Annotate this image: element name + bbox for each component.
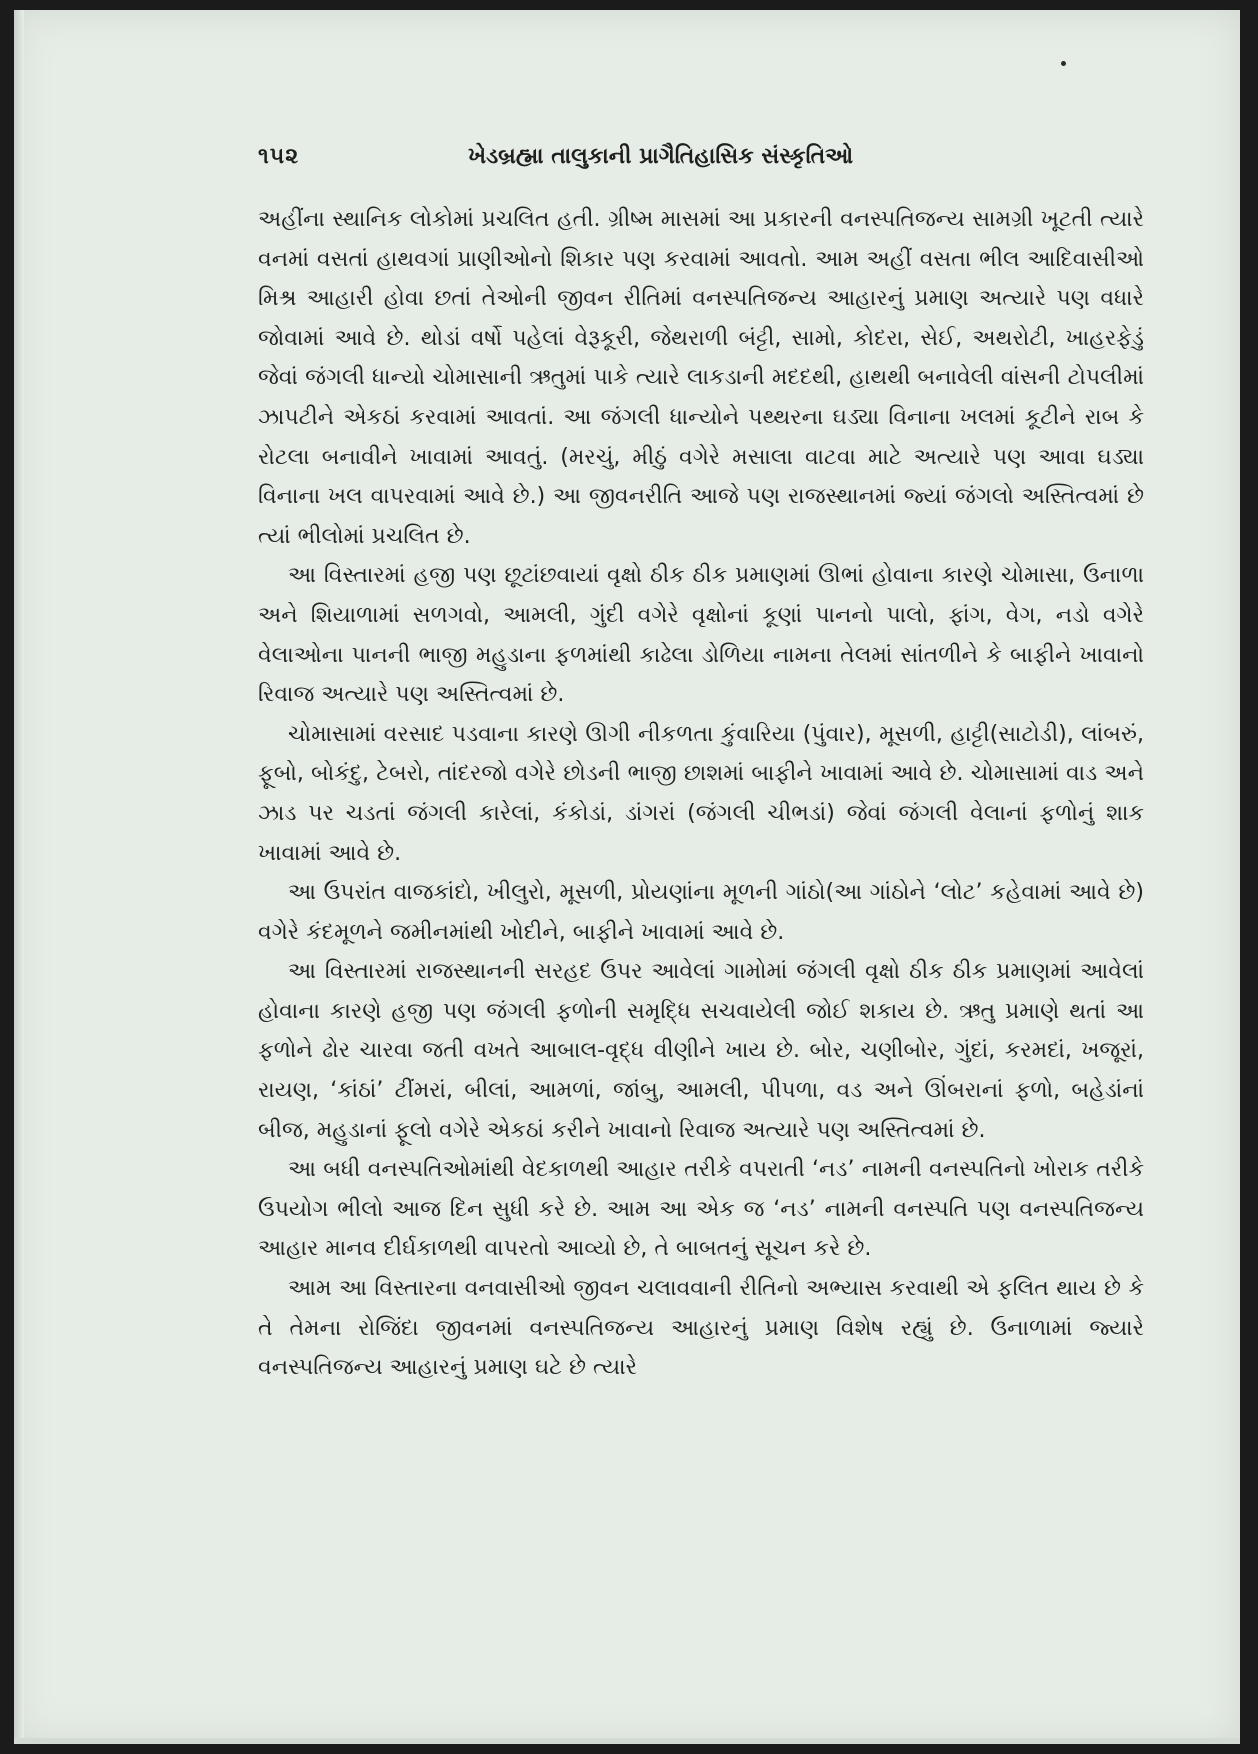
page-bottom-edge: [14, 1738, 1240, 1744]
paragraph-4: આ ઉપરાંત વાજકાંદો, ખીલુરો, મૂસળી, પ્રોયણાંના મૂળની ગાંઠો(આ ગાંઠોને ‘લોટ’ કહેવામાં આવે છે) વગેરે કંદમૂળને જમીનમાંથી ખોદીને, બાફીને ખાવામાં આવે છે.: [258, 880, 1144, 945]
running-title: ખેડબ્રહ્મા તાલુકાની પ્રાગૈતિહાસિક સંસ્કૃતિઓ: [468, 144, 854, 169]
paragraph-7: આમ આ વિસ્તારના વનવાસીઓ જીવન ચલાવવાની રીતિનો અભ્યાસ કરવાથી એ ફલિત થાય છે કે તે તેમના રોજિંદા જીવનમાં વનસ્પતિજન્ય આહારનું પ્રમાણ વિશેષ રહ્યું છે. ઉનાળામાં જ્યારે વનસ્પતિજન્ય આહારનું પ્રમાણ ઘટે છે ત્યારે: [258, 1276, 1144, 1381]
page-number: ૧૫૨: [258, 144, 300, 169]
paragraph-6: આ બધી વનસ્પતિઓમાંથી વેદકાળથી આહાર તરીકે વપરાતી ‘નડ’ નામની વનસ્પતિનો ખોરાક તરીકે ઉપયોગ ભીલો આજ દિન સુધી કરે છે. આમ આ એક જ ‘નડ’ નામની વનસ્પતિ પણ વનસ્પતિજન્ય આહાર માનવ દીર્ઘકાળથી વાપરતો આવ્યો છે, તે બાબતનું સૂચન કરે છે.: [258, 1157, 1144, 1262]
paragraph-3: ચોમાસામાં વરસાદ પડવાના કારણે ઊગી નીકળતા કુંવારિયા (પુંવાર), મૂસળી, હાટ્ટી(સાટોડી), લાંબરું, ફૂબો, બોકંદુ, ટેબરો, તાંદરજો વગેરે છોડની ભાજી છાશમાં બાફીને ખાવામાં આવે છે. ચોમાસામાં વાડ અને ઝાડ પર ચડતાં જંગલી કારેલાં, કંકોડાં, ડાંગરાં (જંગલી ચીભડાં) જેવાં જંગલી વેલાનાં ફળોનું શાક ખાવામાં આવે છે.: [258, 721, 1144, 866]
page-edge-shadow: [14, 10, 24, 1744]
ink-speck: [1061, 61, 1066, 66]
body-text: [258, 200, 1144, 1388]
page-header: [258, 144, 1144, 180]
paragraph-2: આ વિસ્તારમાં હજી પણ છૂટાંછવાયાં વૃક્ષો ઠીક ઠીક પ્રમાણમાં ઊભાં હોવાના કારણે ચોમાસા, ઉનાળા અને શિયાળામાં સળગવો, આમલી, ગુંદી વગેરે વૃક્ષોનાં કૂણાં પાનનો પાલો, ફાંગ, વેગ, નડો વગેરે વેલાઓના પાનની ભાજી મહુડાના ફળમાંથી કાઢેલા ડોળિયા નામના તેલમાં સાંતળીને કે બાફીને ખાવાનો રિવાજ અત્યારે પણ અસ્તિત્વમાં છે.: [258, 563, 1144, 708]
paragraph-5: આ વિસ્તારમાં રાજસ્થાનની સરહદ ઉપર આવેલાં ગામોમાં જંગલી વૃક્ષો ઠીક ઠીક પ્રમાણમાં આવેલાં હોવાના કારણે હજી પણ જંગલી ફળોની સમૃદ્ધિ સચવાયેલી જોઈ શકાય છે. ઋતુ પ્રમાણે થતાં આ ફળોને ઢોર ચારવા જતી વખતે આબાલ-વૃદ્ધ વીણીને ખાય છે. બોર, ચણીબોર, ગુંદાં, કરમદાં, ખજૂરાં, રાયણ, ‘કાંઠાં’ ટીંમરાં, બીલાં, આમળાં, જાંબુ, આમલી, પીપળા, વડ અને ઊંબરાનાં ફળો, બહેડાંનાં બીજ, મહુડાનાં ફૂલો વગેરે એકઠાં કરીને ખાવાનો રિવાજ અત્યારે પણ અસ્તિત્વમાં છે.: [258, 959, 1144, 1143]
paragraph-1: અહીંના સ્થાનિક લોકોમાં પ્રચલિત હતી. ગ્રીષ્મ માસમાં આ પ્રકારની વનસ્પતિજન્ય સામગ્રી ખૂટતી ત્યારે વનમાં વસતાં હાથવગાં પ્રાણીઓનો શિકાર પણ કરવામાં આવતો. આમ અહીં વસતા ભીલ આદિવાસીઓ મિશ્ર આહારી હોવા છતાં તેઓની જીવન રીતિમાં વનસ્પતિજન્ય આહારનું પ્રમાણ અત્યારે પણ વધારે જોવામાં આવે છે. થોડાં વર્ષો પહેલાં વેરૂકૂરી, જેથરાળી બંટ્ટી, સામો, કોદરા, સેઈ, અથરોટી, ખાહરફેડું જેવાં જંગલી ધાન્યો ચોમાસાની ઋતુમાં પાકે ત્યારે લાકડાની મદદથી, હાથથી બનાવેલી વાંસની ટોપલીમાં ઝાપટીને એકઠાં કરવામાં આવતાં. આ જંગલી ધાન્યોને પથ્થરના ઘડ્યા વિનાના ખલમાં કૂટીને રાબ કે રોટલા બનાવીને ખાવામાં આવતું. (મરચું, મીઠું વગેરે મસાલા વાટવા માટે અત્યારે પણ આવા ઘડ્યા વિનાના ખલ વાપરવામાં આવે છે.) આ જીવનરીતિ આજે પણ રાજસ્થાનમાં જ્યાં જંગલો અસ્તિત્વમાં છે ત્યાં ભીલોમાં પ્રચલિત છે.: [258, 207, 1144, 549]
